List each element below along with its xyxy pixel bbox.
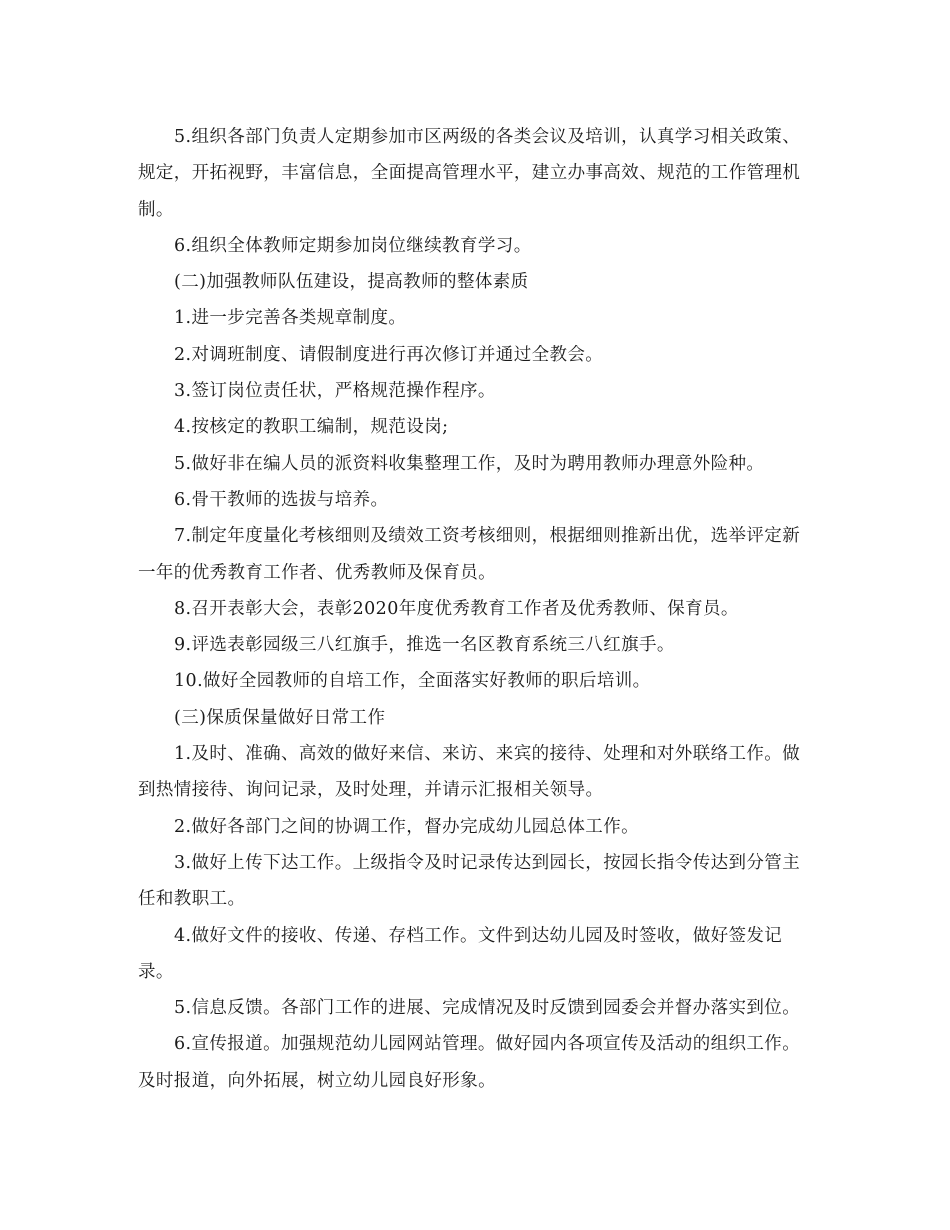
paragraph-item-3-communication: 3.做好上传下达工作。上级指令及时记录传达到园长，按园长指令传达到分管主任和教职工。 [138,852,801,910]
paragraph-item-4-documents: 4.做好文件的接收、传递、存档工作。文件到达幼儿园及时签收，做好签发记录。 [138,925,783,982]
paragraph-item-1-reception: 1.及时、准确、高效的做好来信、来访、来宾的接待、处理和对外联络工作。做到热情接待、询问记录，及时处理，并请示汇报相关领导。 [138,744,801,801]
paragraph-item-5-feedback: 5.信息反馈。各部门工作的进展、完成情况及时反馈到园委会并督办落实到位。 [174,998,801,1019]
paragraph-item-1-rules: 1.进一步完善各类规章制度。 [174,308,407,329]
paragraph-item-2-leave-policy: 2.对调班制度、请假制度进行再次修订并通过全教会。 [174,344,604,365]
section-heading-2: (二)加强教师队伍建设，提高教师的整体素质 [174,272,529,293]
paragraph-item-3-responsibility: 3.签订岗位责任状，严格规范操作程序。 [174,381,496,402]
section-heading-3: (三)保质保量做好日常工作 [174,707,386,728]
paragraph-item-8-commendation: 8.召开表彰大会，表彰2020年度优秀教育工作者及优秀教师、保育员。 [174,598,739,619]
paragraph-item-5-non-staff: 5.做好非在编人员的派资料收集整理工作，及时为聘用教师办理意外险种。 [174,453,765,474]
paragraph-item-7-assessment: 7.制定年度量化考核细则及绩效工资考核细则，根据细则推新出优，选举评定新一年的优秀教育工作者、优秀教师及保育员。 [138,526,801,583]
paragraph-item-2-coordination: 2.做好各部门之间的协调工作，督办完成幼儿园总体工作。 [174,816,639,837]
paragraph-item-4-staffing: 4.按核定的教职工编制，规范设岗; [174,417,449,438]
paragraph-item-10-self-training: 10.做好全园教师的自培工作，全面落实好教师的职后培训。 [174,671,651,692]
paragraph-item-5-meetings: 5.组织各部门负责人定期参加市区两级的各类会议及培训，认真学习相关政策、规定，开拓视野，丰富信息，全面提高管理水平，建立办事高效、规范的工作管理机制。 [138,127,801,220]
paragraph-item-6-publicity: 6.宣传报道。加强规范幼儿园网站管理。做好园内各项宣传及活动的组织工作。及时报道，向外拓展，树立幼儿园良好形象。 [138,1034,801,1091]
paragraph-item-6-backbone-teachers: 6.骨干教师的选拔与培养。 [174,489,389,510]
paragraph-item-6-continuing-education: 6.组织全体教师定期参加岗位继续教育学习。 [174,235,532,256]
document-body [138,119,814,1099]
paragraph-item-9-red-banner: 9.评选表彰园级三八红旗手，推选一名区教育系统三八红旗手。 [174,635,675,656]
